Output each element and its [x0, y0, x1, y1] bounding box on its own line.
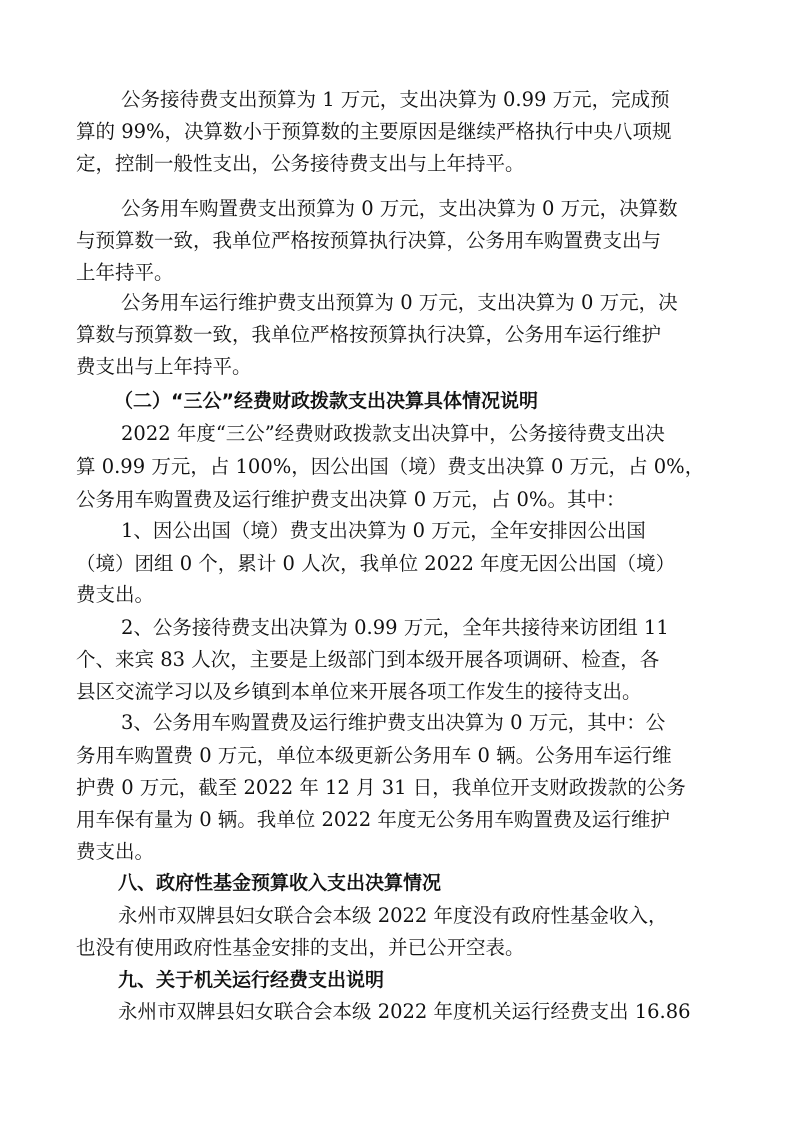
paragraph-line: 用车保有量为 0 辆。我单位 2022 年度无公务用车购置费及运行维护 [76, 808, 670, 831]
paragraph-line: 护费 0 万元，截至 2022 年 12 月 31 日，我单位开支财政拨款的公务 [76, 776, 686, 799]
paragraph-line: 务用车购置费 0 万元，单位本级更新公务用车 0 辆。公务用车运行维 [76, 744, 672, 767]
paragraph-line: 定，控制一般性支出，公务接待费支出与上年持平。 [76, 152, 525, 175]
paragraph-line: 算 0.99 万元，占 100%，因公出国（境）费支出决算 0 万元，占 0%， [76, 455, 705, 478]
paragraph-line: 永州市双牌县妇女联合会本级 2022 年度机关运行经费支出 16.86 [118, 1000, 691, 1023]
paragraph-line: 费支出。 [76, 840, 155, 863]
paragraph-line: 上年持平。 [76, 261, 174, 284]
paragraph-line: 费支出与上年持平。 [76, 355, 252, 378]
section-heading: （二）“三公”经费财政拨款支出决算具体情况说明 [114, 390, 538, 412]
paragraph-line: 公务用车购置费及运行维护费支出决算 0 万元，占 0%。其中： [76, 488, 626, 511]
paragraph-line: 算数与预算数一致，我单位严格按预算执行决算，公务用车运行维护 [76, 323, 662, 346]
paragraph-line: 公务用车购置费支出预算为 0 万元，支出决算为 0 万元，决算数 [121, 197, 678, 220]
paragraph-line: 与预算数一致，我单位严格按预算执行决算，公务用车购置费支出与 [76, 229, 662, 252]
paragraph-line: 3、公务用车购置费及运行维护费支出决算为 0 万元，其中：公 [121, 711, 666, 734]
paragraph-line: 算的 99%，决算数小于预算数的主要原因是继续严格执行中央八项规 [76, 120, 672, 143]
paragraph-line: （境）团组 0 个，累计 0 人次，我单位 2022 年度无因公出国（境） [76, 552, 676, 575]
paragraph-line: 永州市双牌县妇女联合会本级 2022 年度没有政府性基金收入， [118, 904, 668, 927]
paragraph-line: 公务用车运行维护费支出预算为 0 万元，支出决算为 0 万元，决 [121, 291, 678, 314]
paragraph-line: 也没有使用政府性基金安排的支出，并已公开空表。 [76, 936, 525, 959]
paragraph-line: 个、来宾 83 人次，主要是上级部门到本级开展各项调研、检查，各 [76, 648, 660, 671]
paragraph-line: 2、公务接待费支出决算为 0.99 万元，全年共接待来访团组 11 [121, 616, 669, 639]
paragraph-line: 1、因公出国（境）费支出决算为 0 万元，全年安排因公出国 [121, 519, 646, 542]
section-heading: 九、关于机关运行经费支出说明 [118, 969, 385, 991]
paragraph-line: 2022 年度“三公”经费财政拨款支出决算中，公务接待费支出决 [121, 422, 665, 445]
paragraph-line: 费支出。 [76, 583, 155, 606]
paragraph-line: 公务接待费支出预算为 1 万元，支出决算为 0.99 万元，完成预 [121, 88, 670, 111]
section-heading: 八、政府性基金预算收入支出决算情况 [118, 872, 442, 894]
paragraph-line: 县区交流学习以及乡镇到本单位来开展各项工作发生的接待支出。 [76, 680, 642, 703]
